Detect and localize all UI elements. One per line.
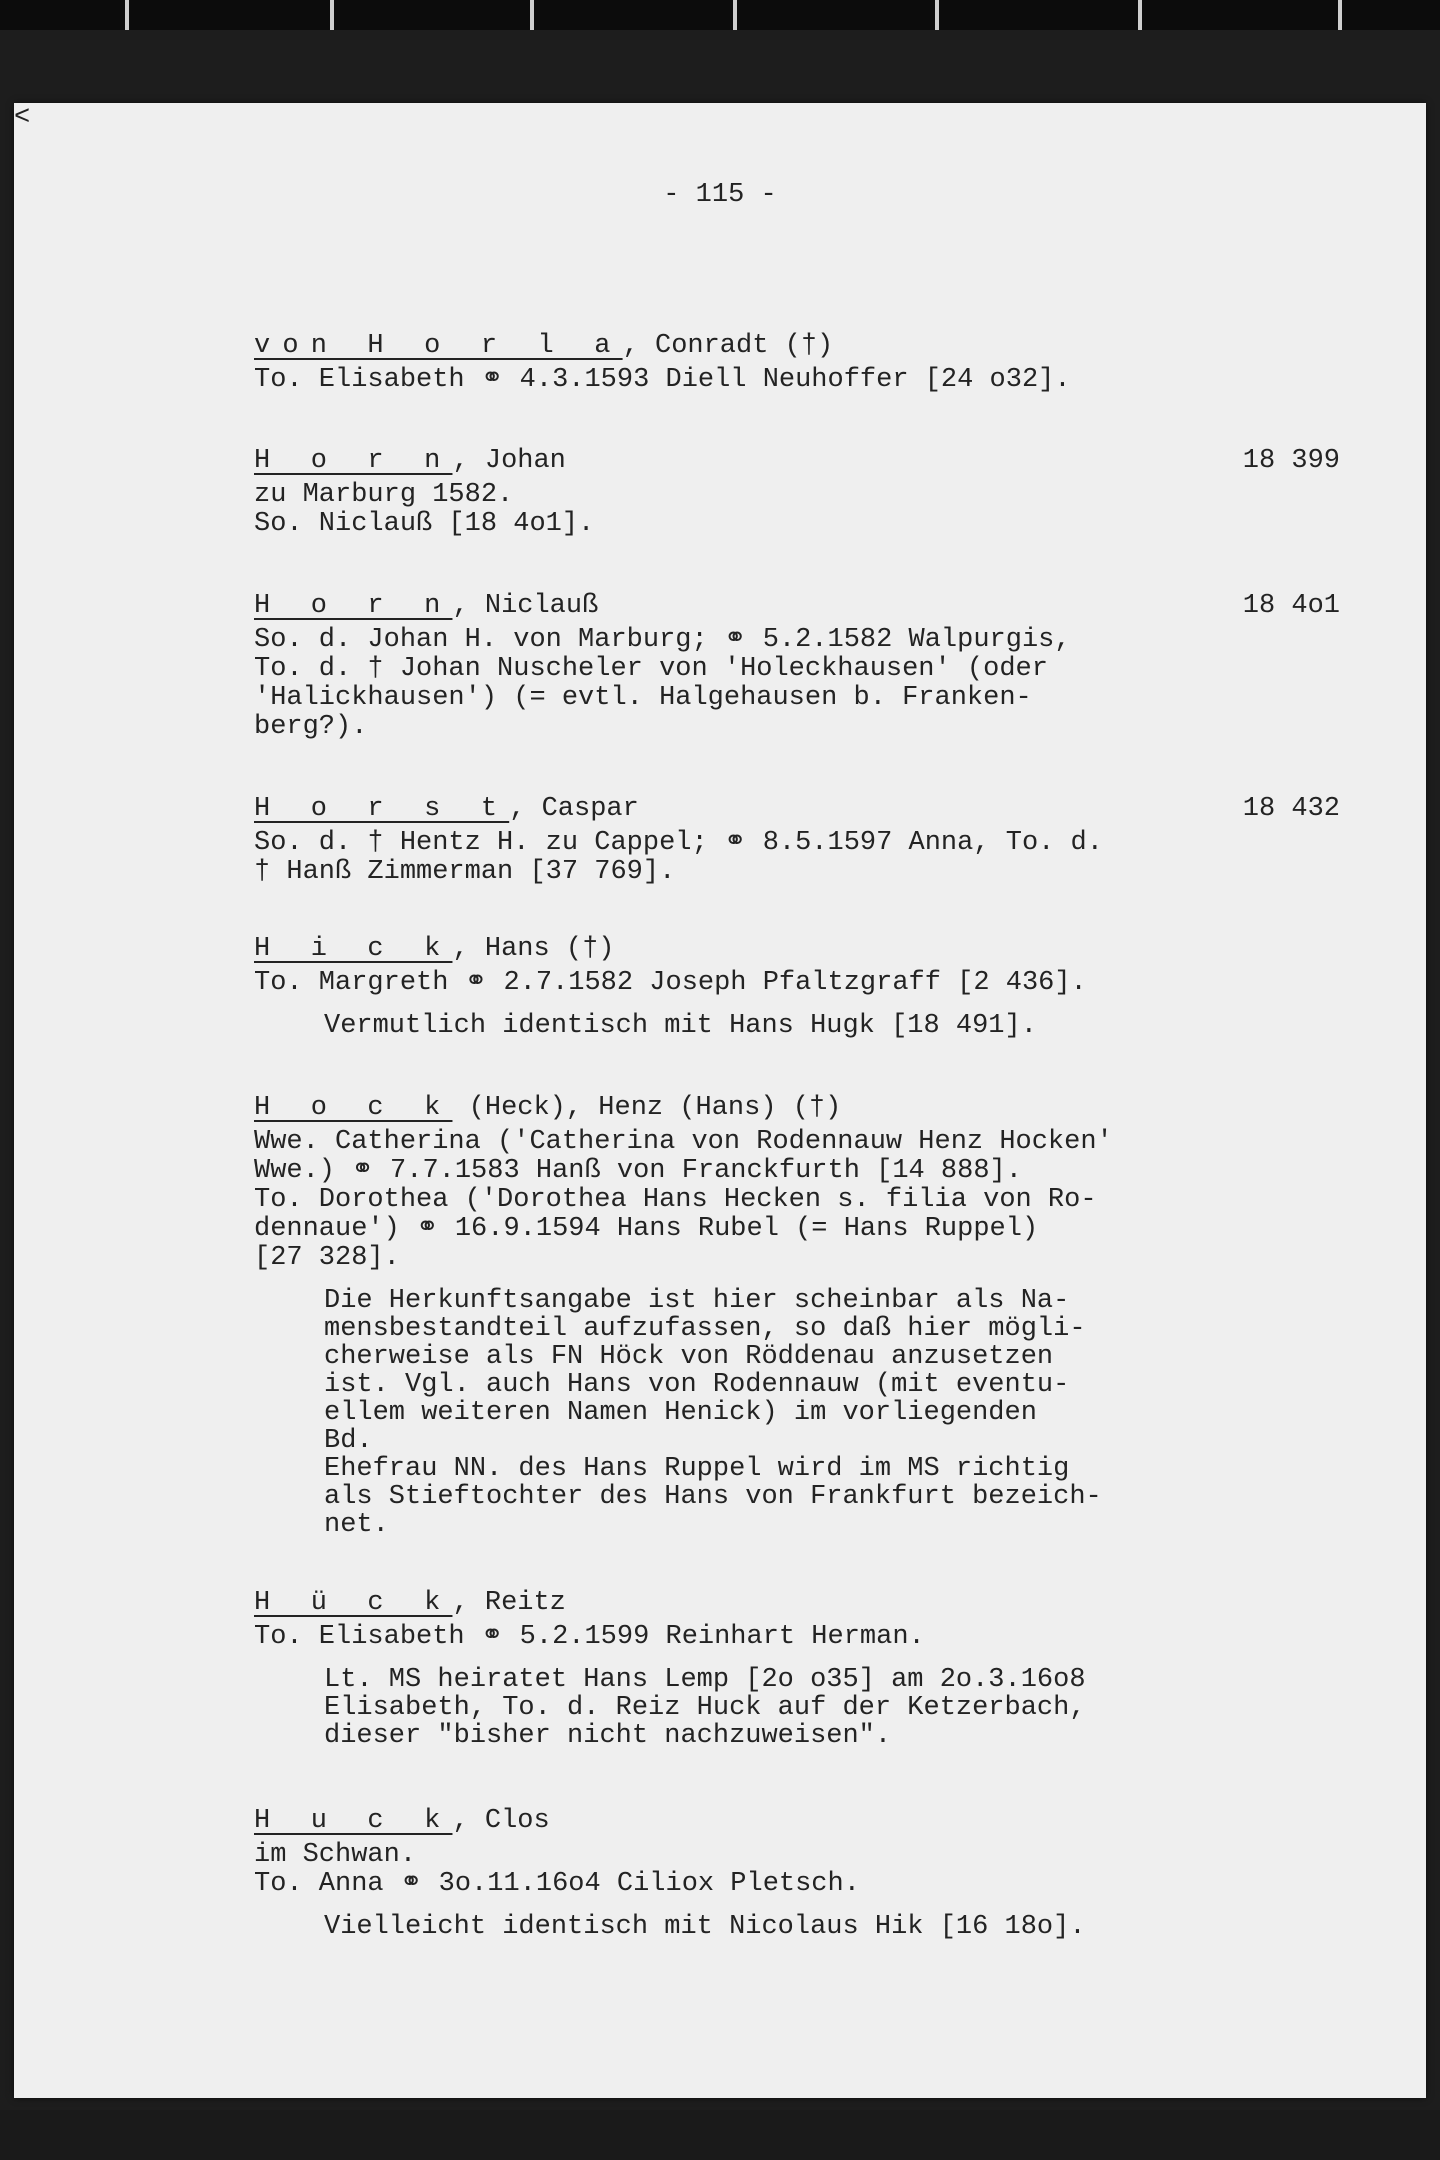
entry-hick	[254, 929, 1374, 1040]
page-content: - 115 - von H o r l a, Conradt (†) To. Elisabeth ⚭ 4.3.1593 Diell Neuhoffer [24 o32]. H o r n, Johan 18 399 zu Marburg 1582. So. Niclauß [18 4o1]. H o r n, Niclauß 18 4o1 So. d. Johan H. von Marburg; ⚭ 5.2.1582 Walpurgis, To. d. † Johan Nuscheler von 'Holeckhausen' (oder 'Halickhausen') (= evtl. Halgehausen b. Franken- berg?). H o r s t, Caspar 18 432 So. d. † Hentz H. zu Cappel; ⚭ 8.5.1597 Anna, To. d. † Hanß Zimmerman [37 769]. H i c k, Hans (†) To. Margreth ⚭ 2.7.1582 Joseph Pfaltzgraff [2 436]. Vermutlich identisch mit Hans Hugk [18 491]. H o c k (Heck), Henz (Hans) (†) Wwe. Catherina ('Catherina von Rodennauw Henz Hocken' Wwe.) ⚭ 7.7.1583 Hanß von Franckfurth [14 888]. To. Dorothea ('Dorothea Hans Hecken s. filia von Ro- dennaue') ⚭ 16.9.1594 Hans Rubel (= Hans Ruppel) [27 328]. Die Herkunftsangabe ist hier scheinbar als Na- mensbestandteil aufzufassen, so daß hier mögli- cherweise als FN Höck von Röddenau anzusetzen ist. Vgl. auch Hans von Rodennauw (mit eventu- ellem weiteren Namen Henick) im vorliegenden Bd. Ehefrau NN. des Hans Ruppel wird im MS richtig als Stieftochter des Hans von Frankfurt bezeich- net. H ü c k, Reitz To. Elisabeth ⚭ 5.2.1599 Reinhart Herman. Lt. MS heiratet Hans Lemp [2o o35] am 2o.3.16o8 Elisabeth, To. d. Reiz Huck auf der Ketzerbach, dieser "bisher nicht nachzuweisen". < H u c k, Clos im Schwan. To. Anna ⚭ 3o.11.16o4 Ciliox Pletsch. Vielleicht identisch mit Nicolaus Hik [16 18o].	[14, 103, 1426, 2098]
entry-line: To. Margreth ⚭ 2.7.1582 Joseph Pfaltzgraff [2 436].	[254, 968, 1087, 998]
entry-line: 'Halickhausen') (= evtl. Halgehausen b. Franken-	[254, 683, 1032, 713]
entry-heading	[254, 1801, 1374, 1841]
entry-line: Wwe. Catherina ('Catherina von Rodennauw Henz Hocken'	[254, 1127, 1113, 1157]
entry-line: To. d. † Johan Nuscheler von 'Holeckhausen' (oder	[254, 654, 1048, 684]
entry-note: Elisabeth, To. d. Reiz Huck auf der Ketzerbach,	[324, 1693, 1086, 1723]
entry-heading	[254, 929, 1374, 969]
entry-surname: H o r n	[254, 591, 453, 621]
film-edge-bottom	[0, 2110, 1440, 2160]
entry-note: ist. Vgl. auch Hans von Rodennauw (mit eventu-	[324, 1370, 1070, 1400]
entry-huck-reitz	[254, 1583, 1374, 1750]
spacer	[254, 1652, 1374, 1666]
entry-heading	[254, 1583, 1374, 1623]
entry-line: So. d. Johan H. von Marburg; ⚭ 5.2.1582 Walpurgis,	[254, 625, 1071, 655]
entry-line: So. d. † Hentz H. zu Cappel; ⚭ 8.5.1597 Anna, To. d.	[254, 828, 1103, 858]
entry-given-name: , Caspar	[509, 794, 639, 824]
film-tick	[530, 0, 534, 30]
film-tick	[935, 0, 939, 30]
entry-surname: H o r s t	[254, 794, 510, 824]
entry-line: To. Anna ⚭ 3o.11.16o4 Ciliox Pletsch.	[254, 1869, 860, 1899]
entry-heading	[254, 1088, 1374, 1128]
entry-hock	[254, 1088, 1374, 1539]
entry-surname: H ü c k	[254, 1588, 453, 1618]
entry-given-name: , Clos	[452, 1806, 550, 1836]
entry-line: [27 328].	[254, 1243, 400, 1273]
entry-given-name: , Hans (†)	[452, 934, 615, 964]
entry-line: im Schwan.	[254, 1840, 417, 1870]
entry-note: net.	[324, 1510, 389, 1540]
entry-line: dennaue') ⚭ 16.9.1594 Hans Rubel (= Hans Ruppel)	[254, 1214, 1039, 1244]
entry-line: So. Niclauß [18 4o1].	[254, 509, 595, 539]
entry-note: Vermutlich identisch mit Hans Hugk [18 491].	[324, 1011, 1037, 1041]
entry-line: zu Marburg 1582.	[254, 480, 514, 510]
spacer	[254, 1899, 1374, 1913]
page-number: - 115 -	[663, 180, 777, 210]
entry-line: To. Elisabeth ⚭ 4.3.1593 Diell Neuhoffer [24 o32].	[254, 365, 1071, 395]
entry-note: Ehefrau NN. des Hans Ruppel wird im MS richtig	[324, 1454, 1070, 1484]
spacer	[254, 1273, 1374, 1287]
entry-given-name: , Conradt (†)	[622, 331, 834, 361]
entry-heading	[254, 789, 1374, 829]
entry-horn-niclauss	[254, 586, 1374, 742]
entry-id: 18 399	[1242, 446, 1340, 476]
entry-horst	[254, 789, 1374, 887]
entry-id: 18 4o1	[1242, 591, 1340, 621]
entry-given-name: , Johan	[452, 446, 566, 476]
entry-given-name: (Heck), Henz (Hans) (†)	[452, 1093, 842, 1123]
film-tick	[733, 0, 737, 30]
entry-line: Wwe.) ⚭ 7.7.1583 Hanß von Franckfurth [14 888].	[254, 1156, 1022, 1186]
film-tick	[1138, 0, 1142, 30]
entry-line: To. Elisabeth ⚭ 5.2.1599 Reinhart Herman.	[254, 1622, 925, 1652]
spacer	[254, 998, 1374, 1012]
entry-line: To. Dorothea ('Dorothea Hans Hecken s. filia von Ro-	[254, 1185, 1097, 1215]
entry-heading	[254, 586, 1374, 626]
entry-id: 18 432	[1242, 794, 1340, 824]
entry-note: dieser "bisher nicht nachzuweisen".	[324, 1721, 892, 1751]
entry-note: Die Herkunftsangabe ist hier scheinbar als Na-	[324, 1286, 1070, 1316]
entry-surname: H i c k	[254, 934, 453, 964]
entry-surname: H u c k	[254, 1806, 453, 1836]
entry-given-name: , Niclauß	[452, 591, 599, 621]
entry-huck-clos	[254, 1801, 1374, 1941]
film-edge-top	[0, 0, 1440, 30]
entry-given-name: , Reitz	[452, 1588, 566, 1618]
entry-note: mensbestandteil aufzufassen, so daß hier mögli-	[324, 1314, 1086, 1344]
entry-line: berg?).	[254, 712, 368, 742]
entry-heading	[254, 441, 1374, 481]
entry-horn-johan	[254, 441, 1374, 539]
entry-surname: von H o r l a	[254, 331, 623, 361]
entry-note: als Stieftochter des Hans von Frankfurt bezeich-	[324, 1482, 1102, 1512]
entry-note: cherweise als FN Höck von Röddenau anzusetzen	[324, 1342, 1054, 1372]
entry-note: Vielleicht identisch mit Nicolaus Hik [16 18o].	[324, 1912, 1086, 1942]
document-page	[14, 103, 1426, 2098]
film-tick	[1338, 0, 1342, 30]
entry-surname: H o r n	[254, 446, 453, 476]
entry-note: Lt. MS heiratet Hans Lemp [2o o35] am 2o.3.16o8	[324, 1665, 1086, 1695]
entry-line: † Hanß Zimmerman [37 769].	[254, 857, 676, 887]
entry-surname: H o c k	[254, 1093, 453, 1123]
entry-horla	[254, 326, 1374, 395]
entry-heading	[254, 326, 1374, 366]
film-tick	[125, 0, 129, 30]
entry-note: ellem weiteren Namen Henick) im vorliegenden	[324, 1398, 1037, 1428]
entry-note: Bd.	[324, 1426, 373, 1456]
film-tick	[330, 0, 334, 30]
